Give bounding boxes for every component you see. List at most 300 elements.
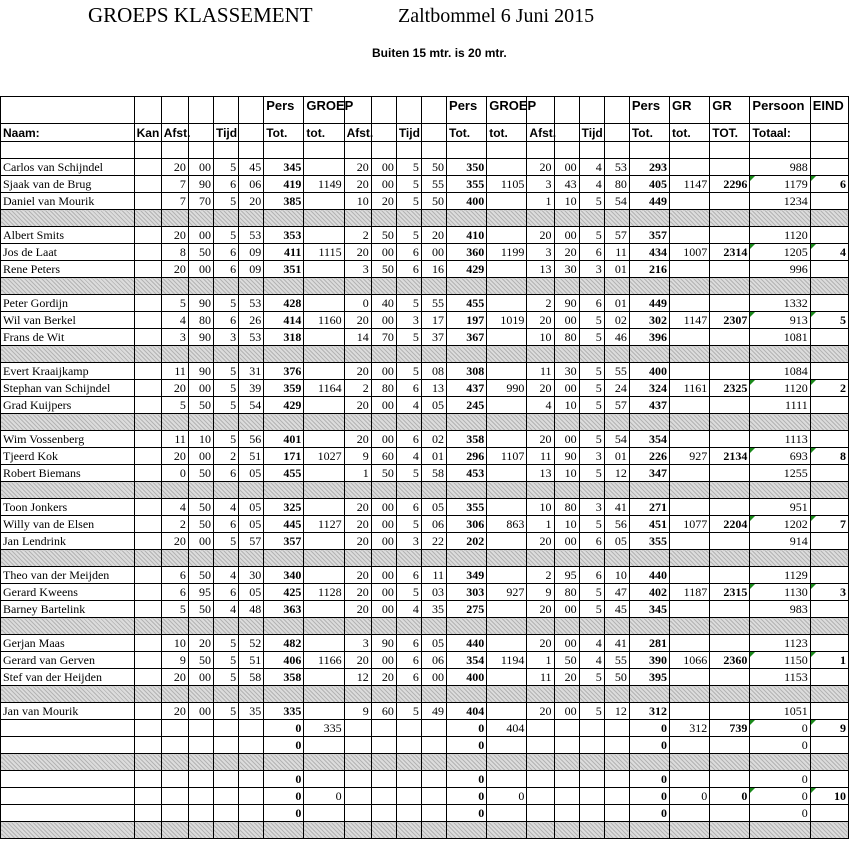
separator-cell [213, 754, 238, 771]
separator-cell [750, 822, 810, 839]
table-cell [527, 771, 554, 788]
table-cell: 50 [188, 601, 213, 618]
table-cell: 5 [396, 295, 421, 312]
participant-name [1, 737, 135, 754]
table-cell: 95 [188, 584, 213, 601]
table-cell: 20 [161, 261, 188, 278]
table-cell [710, 737, 750, 754]
table-cell: 20 [161, 703, 188, 720]
table-cell [487, 499, 527, 516]
table-cell [554, 771, 579, 788]
header-row-1 [1, 97, 849, 124]
table-cell: 440 [447, 635, 487, 652]
separator-row [1, 346, 849, 363]
table-cell: 5 [579, 397, 604, 414]
table-cell: 2325 [710, 380, 750, 397]
table-cell: 06 [421, 516, 446, 533]
table-cell: 80 [371, 380, 396, 397]
table-cell [487, 363, 527, 380]
separator-cell [710, 822, 750, 839]
table-cell [670, 601, 710, 618]
table-cell: 1084 [750, 363, 810, 380]
column-header [421, 97, 446, 124]
participant-name: Evert Kraaijkamp [1, 363, 135, 380]
table-cell: 22 [421, 533, 446, 550]
table-cell: 4 [396, 397, 421, 414]
table-cell: 9 [810, 720, 848, 737]
table-cell: 983 [750, 601, 810, 618]
table-cell: 404 [487, 720, 527, 737]
column-header: tot. [304, 124, 344, 142]
separator-cell [670, 822, 710, 839]
separator-cell [527, 278, 554, 295]
table-cell: 345 [264, 159, 304, 176]
participant-name: Robert Biemans [1, 465, 135, 482]
table-cell [554, 788, 579, 805]
table-row [1, 142, 849, 159]
separator-cell [710, 210, 750, 227]
separator-row [1, 278, 849, 295]
table-cell: 12 [604, 465, 629, 482]
table-cell: 52 [239, 635, 264, 652]
table-cell: 0 [447, 805, 487, 822]
table-row [1, 312, 849, 329]
table-cell: 12 [344, 669, 371, 686]
table-cell: 5 [396, 516, 421, 533]
table-cell: 7 [810, 516, 848, 533]
table-cell: 20 [161, 227, 188, 244]
table-cell: 4 [579, 652, 604, 669]
table-cell [134, 788, 161, 805]
table-cell: 40 [371, 295, 396, 312]
table-cell: 01 [604, 261, 629, 278]
participant-name: Sjaak van de Brug [1, 176, 135, 193]
table-row [1, 261, 849, 278]
table-cell [670, 193, 710, 210]
table-cell: 3 [396, 312, 421, 329]
separator-cell [264, 822, 304, 839]
table-cell [710, 261, 750, 278]
table-cell: 7 [161, 176, 188, 193]
separator-cell [1, 618, 135, 635]
table-cell: 1147 [670, 176, 710, 193]
separator-cell [161, 414, 188, 431]
table-cell: 6 [396, 499, 421, 516]
separator-cell [604, 686, 629, 703]
table-cell: 6 [213, 261, 238, 278]
table-cell: 20 [527, 533, 554, 550]
separator-cell [264, 618, 304, 635]
table-cell [239, 805, 264, 822]
table-cell: 5 [579, 329, 604, 346]
table-cell [810, 499, 848, 516]
table-cell: 988 [750, 159, 810, 176]
column-header: Totaal: [750, 124, 810, 142]
separator-cell [161, 686, 188, 703]
table-cell [670, 567, 710, 584]
table-cell [134, 737, 161, 754]
table-cell: 4 [161, 312, 188, 329]
table-cell: 50 [188, 397, 213, 414]
separator-cell [810, 414, 848, 431]
table-cell: 3 [527, 176, 554, 193]
table-cell [710, 295, 750, 312]
separator-cell [304, 686, 344, 703]
table-cell [304, 397, 344, 414]
column-header: Tot. [447, 124, 487, 142]
separator-cell [579, 346, 604, 363]
column-header: Tot. [629, 124, 669, 142]
separator-cell [447, 550, 487, 567]
table-cell [670, 669, 710, 686]
table-cell: 00 [371, 431, 396, 448]
table-row [1, 771, 849, 788]
table-cell: 2 [527, 295, 554, 312]
table-cell [670, 499, 710, 516]
table-cell: 10 [554, 516, 579, 533]
separator-cell [134, 346, 161, 363]
table-cell: 863 [487, 516, 527, 533]
table-cell: 1164 [304, 380, 344, 397]
separator-cell [750, 482, 810, 499]
table-row [1, 176, 849, 193]
table-cell [213, 805, 238, 822]
table-cell: 400 [447, 193, 487, 210]
separator-cell [579, 210, 604, 227]
separator-cell [750, 686, 810, 703]
separator-cell [239, 754, 264, 771]
separator-cell [213, 550, 238, 567]
separator-cell [344, 210, 371, 227]
separator-cell [161, 482, 188, 499]
table-cell: 2 [810, 380, 848, 397]
participant-name: Wim Vossenberg [1, 431, 135, 448]
table-cell [810, 295, 848, 312]
table-cell [239, 737, 264, 754]
separator-cell [629, 278, 669, 295]
table-cell: 4 [213, 499, 238, 516]
table-cell: 350 [447, 159, 487, 176]
table-cell: 3 [213, 329, 238, 346]
table-cell: 2360 [710, 652, 750, 669]
separator-cell [447, 822, 487, 839]
table-cell: 0 [750, 788, 810, 805]
table-cell: 10 [344, 193, 371, 210]
table-row [1, 788, 849, 805]
separator-cell [604, 822, 629, 839]
table-cell [527, 788, 554, 805]
table-cell: 5 [579, 193, 604, 210]
table-cell: 10 [188, 431, 213, 448]
table-cell [710, 805, 750, 822]
participant-name: Daniel van Mourik [1, 193, 135, 210]
table-cell [213, 771, 238, 788]
table-cell: 2 [527, 567, 554, 584]
column-header: Persoon [750, 97, 810, 124]
table-cell [421, 788, 446, 805]
table-cell: 6 [161, 567, 188, 584]
table-cell [134, 244, 161, 261]
participant-name: Tjeerd Kok [1, 448, 135, 465]
separator-cell [810, 482, 848, 499]
table-cell [161, 805, 188, 822]
table-cell: 302 [629, 312, 669, 329]
separator-cell [579, 278, 604, 295]
table-cell: 01 [604, 448, 629, 465]
table-cell [134, 669, 161, 686]
table-cell: 6 [396, 380, 421, 397]
table-cell: 20 [554, 244, 579, 261]
table-cell: 202 [447, 533, 487, 550]
table-row [1, 227, 849, 244]
participant-name: Albert Smits [1, 227, 135, 244]
table-cell [134, 499, 161, 516]
table-cell: 57 [604, 227, 629, 244]
table-cell: 00 [371, 312, 396, 329]
table-cell [134, 363, 161, 380]
table-cell: 4 [579, 176, 604, 193]
table-cell: 4 [810, 244, 848, 261]
table-cell [134, 176, 161, 193]
table-cell: 402 [629, 584, 669, 601]
separator-cell [371, 686, 396, 703]
table-cell: 5 [579, 363, 604, 380]
separator-row [1, 550, 849, 567]
separator-cell [604, 278, 629, 295]
table-cell: 5 [161, 601, 188, 618]
table-cell [710, 465, 750, 482]
separator-cell [239, 278, 264, 295]
column-header: GROEP [304, 97, 344, 124]
separator-cell [188, 618, 213, 635]
table-cell: 00 [371, 363, 396, 380]
table-cell: 00 [421, 244, 446, 261]
table-cell [134, 448, 161, 465]
table-cell: 293 [629, 159, 669, 176]
separator-cell [304, 482, 344, 499]
separator-cell [188, 210, 213, 227]
table-cell [487, 329, 527, 346]
table-cell: 20 [344, 244, 371, 261]
table-cell [810, 533, 848, 550]
table-row [1, 329, 849, 346]
table-cell: 30 [239, 567, 264, 584]
table-cell: 8 [161, 244, 188, 261]
table-cell [710, 193, 750, 210]
table-cell: 226 [629, 448, 669, 465]
table-cell [670, 737, 710, 754]
table-cell: 6 [579, 244, 604, 261]
table-cell [134, 397, 161, 414]
table-cell: 20 [344, 499, 371, 516]
table-cell: 1194 [487, 652, 527, 669]
table-cell: 0 [264, 737, 304, 754]
table-cell: 355 [629, 533, 669, 550]
participant-name: Frans de Wit [1, 329, 135, 346]
table-row [1, 244, 849, 261]
table-cell: 20 [421, 227, 446, 244]
table-cell: 90 [188, 295, 213, 312]
column-header [239, 124, 264, 142]
table-cell [710, 397, 750, 414]
table-cell: 50 [421, 159, 446, 176]
ranking-table [0, 96, 849, 839]
table-cell: 739 [710, 720, 750, 737]
table-cell: 90 [371, 635, 396, 652]
separator-cell [710, 414, 750, 431]
column-header [810, 124, 848, 142]
table-cell: 70 [371, 329, 396, 346]
participant-name: Rene Peters [1, 261, 135, 278]
table-cell: 0 [344, 295, 371, 312]
table-cell [810, 159, 848, 176]
table-cell [304, 737, 344, 754]
table-cell: 1205 [750, 244, 810, 261]
table-cell: 00 [371, 244, 396, 261]
table-cell: 5 [396, 176, 421, 193]
table-cell: 171 [264, 448, 304, 465]
table-cell: 449 [629, 295, 669, 312]
separator-cell [213, 618, 238, 635]
table-cell: 00 [188, 261, 213, 278]
table-cell [810, 703, 848, 720]
table-cell: 50 [188, 465, 213, 482]
table-cell: 1115 [304, 244, 344, 261]
table-cell: 5 [396, 329, 421, 346]
table-cell [304, 329, 344, 346]
table-cell: 05 [239, 465, 264, 482]
table-cell [710, 227, 750, 244]
table-cell: 35 [239, 703, 264, 720]
table-cell: 9 [344, 448, 371, 465]
table-cell [134, 142, 161, 159]
column-header: Tijd [213, 124, 238, 142]
table-cell: 271 [629, 499, 669, 516]
column-header [604, 124, 629, 142]
separator-cell [371, 346, 396, 363]
table-cell [134, 465, 161, 482]
table-cell: 5 [213, 193, 238, 210]
table-row [1, 635, 849, 652]
table-cell: 355 [447, 176, 487, 193]
separator-cell [188, 822, 213, 839]
table-cell: 00 [371, 567, 396, 584]
column-header: GR [670, 97, 710, 124]
table-cell: 6 [213, 465, 238, 482]
table-cell [579, 737, 604, 754]
table-cell [421, 805, 446, 822]
table-row [1, 431, 849, 448]
table-cell: 45 [239, 159, 264, 176]
table-cell: 5 [213, 227, 238, 244]
table-cell: 53 [239, 295, 264, 312]
separator-cell [396, 550, 421, 567]
table-cell [487, 465, 527, 482]
separator-cell [527, 414, 554, 431]
table-cell: 414 [264, 312, 304, 329]
separator-cell [487, 686, 527, 703]
table-cell: 951 [750, 499, 810, 516]
separator-cell [487, 618, 527, 635]
table-cell: 53 [239, 227, 264, 244]
table-cell [188, 720, 213, 737]
table-cell [134, 312, 161, 329]
separator-cell [447, 686, 487, 703]
table-cell: 6 [213, 516, 238, 533]
table-cell [810, 227, 848, 244]
table-cell: 80 [554, 329, 579, 346]
table-cell: 50 [188, 516, 213, 533]
table-cell: 20 [371, 669, 396, 686]
table-cell: 411 [264, 244, 304, 261]
table-cell: 90 [188, 363, 213, 380]
separator-cell [396, 210, 421, 227]
table-cell: 11 [527, 448, 554, 465]
table-cell: 00 [554, 227, 579, 244]
table-cell: 80 [604, 176, 629, 193]
table-cell [396, 805, 421, 822]
table-cell: 5 [213, 159, 238, 176]
table-cell: 30 [554, 363, 579, 380]
table-cell: 401 [264, 431, 304, 448]
table-cell: 1066 [670, 652, 710, 669]
separator-cell [304, 346, 344, 363]
table-cell: 10 [554, 465, 579, 482]
table-cell: 14 [344, 329, 371, 346]
table-cell: 0 [447, 771, 487, 788]
separator-cell [810, 346, 848, 363]
table-cell: 400 [447, 669, 487, 686]
table-row [1, 499, 849, 516]
separator-cell [1, 210, 135, 227]
table-cell [579, 805, 604, 822]
table-cell: 410 [447, 227, 487, 244]
separator-cell [396, 482, 421, 499]
table-cell [304, 601, 344, 618]
separator-row [1, 618, 849, 635]
table-cell: 90 [554, 295, 579, 312]
table-cell: 60 [371, 703, 396, 720]
table-cell: 10 [527, 499, 554, 516]
table-cell [304, 771, 344, 788]
table-cell: 4 [579, 159, 604, 176]
separator-cell [527, 754, 554, 771]
separator-cell [371, 482, 396, 499]
table-cell: 20 [161, 448, 188, 465]
table-cell: 05 [239, 499, 264, 516]
table-cell: 1105 [487, 176, 527, 193]
table-cell: 00 [188, 703, 213, 720]
table-cell [344, 771, 371, 788]
separator-cell [304, 278, 344, 295]
table-cell: 0 [710, 788, 750, 805]
table-cell: 1081 [750, 329, 810, 346]
table-cell: 6 [396, 567, 421, 584]
table-cell: 1161 [670, 380, 710, 397]
separator-cell [188, 346, 213, 363]
table-cell: 20 [527, 159, 554, 176]
table-cell: 455 [447, 295, 487, 312]
separator-cell [554, 754, 579, 771]
separator-cell [810, 754, 848, 771]
table-cell [371, 788, 396, 805]
separator-cell [344, 754, 371, 771]
table-cell [134, 533, 161, 550]
table-cell [604, 771, 629, 788]
table-cell: 10 [161, 635, 188, 652]
separator-cell [161, 346, 188, 363]
table-cell [304, 533, 344, 550]
